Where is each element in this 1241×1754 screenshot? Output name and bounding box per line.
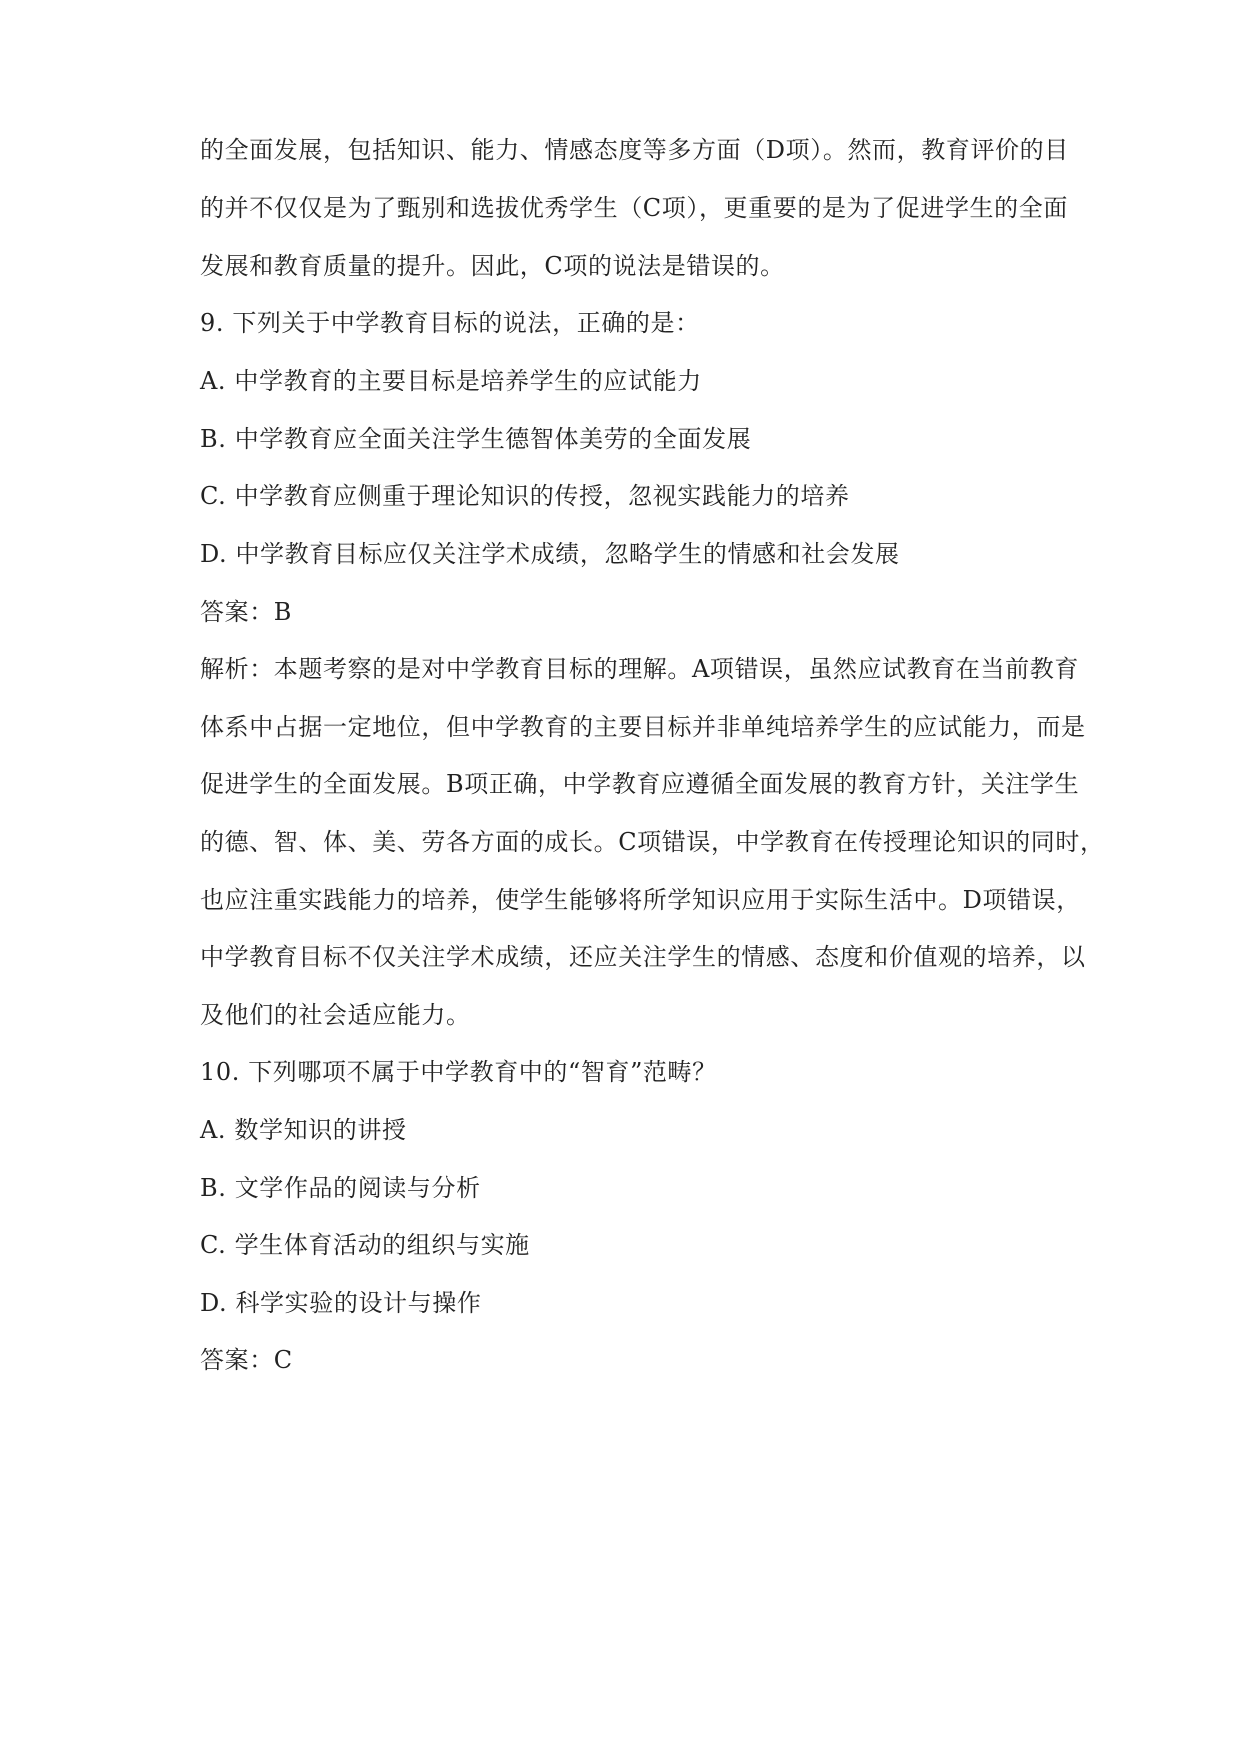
q9-option-d: D. 中学教育目标应仅关注学术成绩，忽略学生的情感和社会发展	[200, 540, 900, 568]
q9-analysis-line-6: 中学教育目标不仅关注学术成绩，还应关注学生的情感、态度和价值观的培养，以	[200, 943, 1086, 971]
continuation-line-2: 的并不仅仅是为了甄别和选拔优秀学生（C项），更重要的是为了促进学生的全面	[200, 194, 1068, 222]
q9-option-a: A. 中学教育的主要目标是培养学生的应试能力	[200, 367, 702, 395]
q9-option-b: B. 中学教育应全面关注学生德智体美劳的全面发展	[200, 425, 752, 453]
q9-analysis-line-5: 也应注重实践能力的培养，使学生能够将所学知识应用于实际生活中。D项错误，	[200, 886, 1081, 914]
q10-option-a: A. 数学知识的讲授	[200, 1116, 407, 1144]
question-10: 10. 下列哪项不属于中学教育中的“智育”范畴？	[200, 1058, 717, 1086]
q10-option-c: C. 学生体育活动的组织与实施	[200, 1231, 530, 1259]
q9-answer: 答案：B	[200, 598, 293, 626]
q9-analysis-line-7: 及他们的社会适应能力。	[200, 1001, 471, 1029]
continuation-line-3: 发展和教育质量的提升。因此，C项的说法是错误的。	[200, 252, 785, 280]
q9-analysis-line-2: 体系中占据一定地位，但中学教育的主要目标并非单纯培养学生的应试能力，而是	[200, 713, 1086, 741]
continuation-line-1: 的全面发展，包括知识、能力、情感态度等多方面（D项）。然而，教育评价的目	[200, 136, 1069, 164]
q10-answer: 答案：C	[200, 1346, 293, 1374]
q9-analysis-line-4: 的德、智、体、美、劳各方面的成长。C项错误，中学教育在传授理论知识的同时，	[200, 828, 1105, 856]
q10-option-d: D. 科学实验的设计与操作	[200, 1289, 482, 1317]
q9-analysis-line-1: 解析：本题考察的是对中学教育目标的理解。A项错误，虽然应试教育在当前教育	[200, 655, 1079, 683]
q9-option-c: C. 中学教育应侧重于理论知识的传授，忽视实践能力的培养	[200, 482, 850, 510]
q9-analysis-line-3: 促进学生的全面发展。B项正确，中学教育应遵循全面发展的教育方针，关注学生	[200, 770, 1080, 798]
question-9: 9. 下列关于中学教育目标的说法，正确的是：	[200, 309, 700, 337]
q10-option-b: B. 文学作品的阅读与分析	[200, 1174, 481, 1202]
